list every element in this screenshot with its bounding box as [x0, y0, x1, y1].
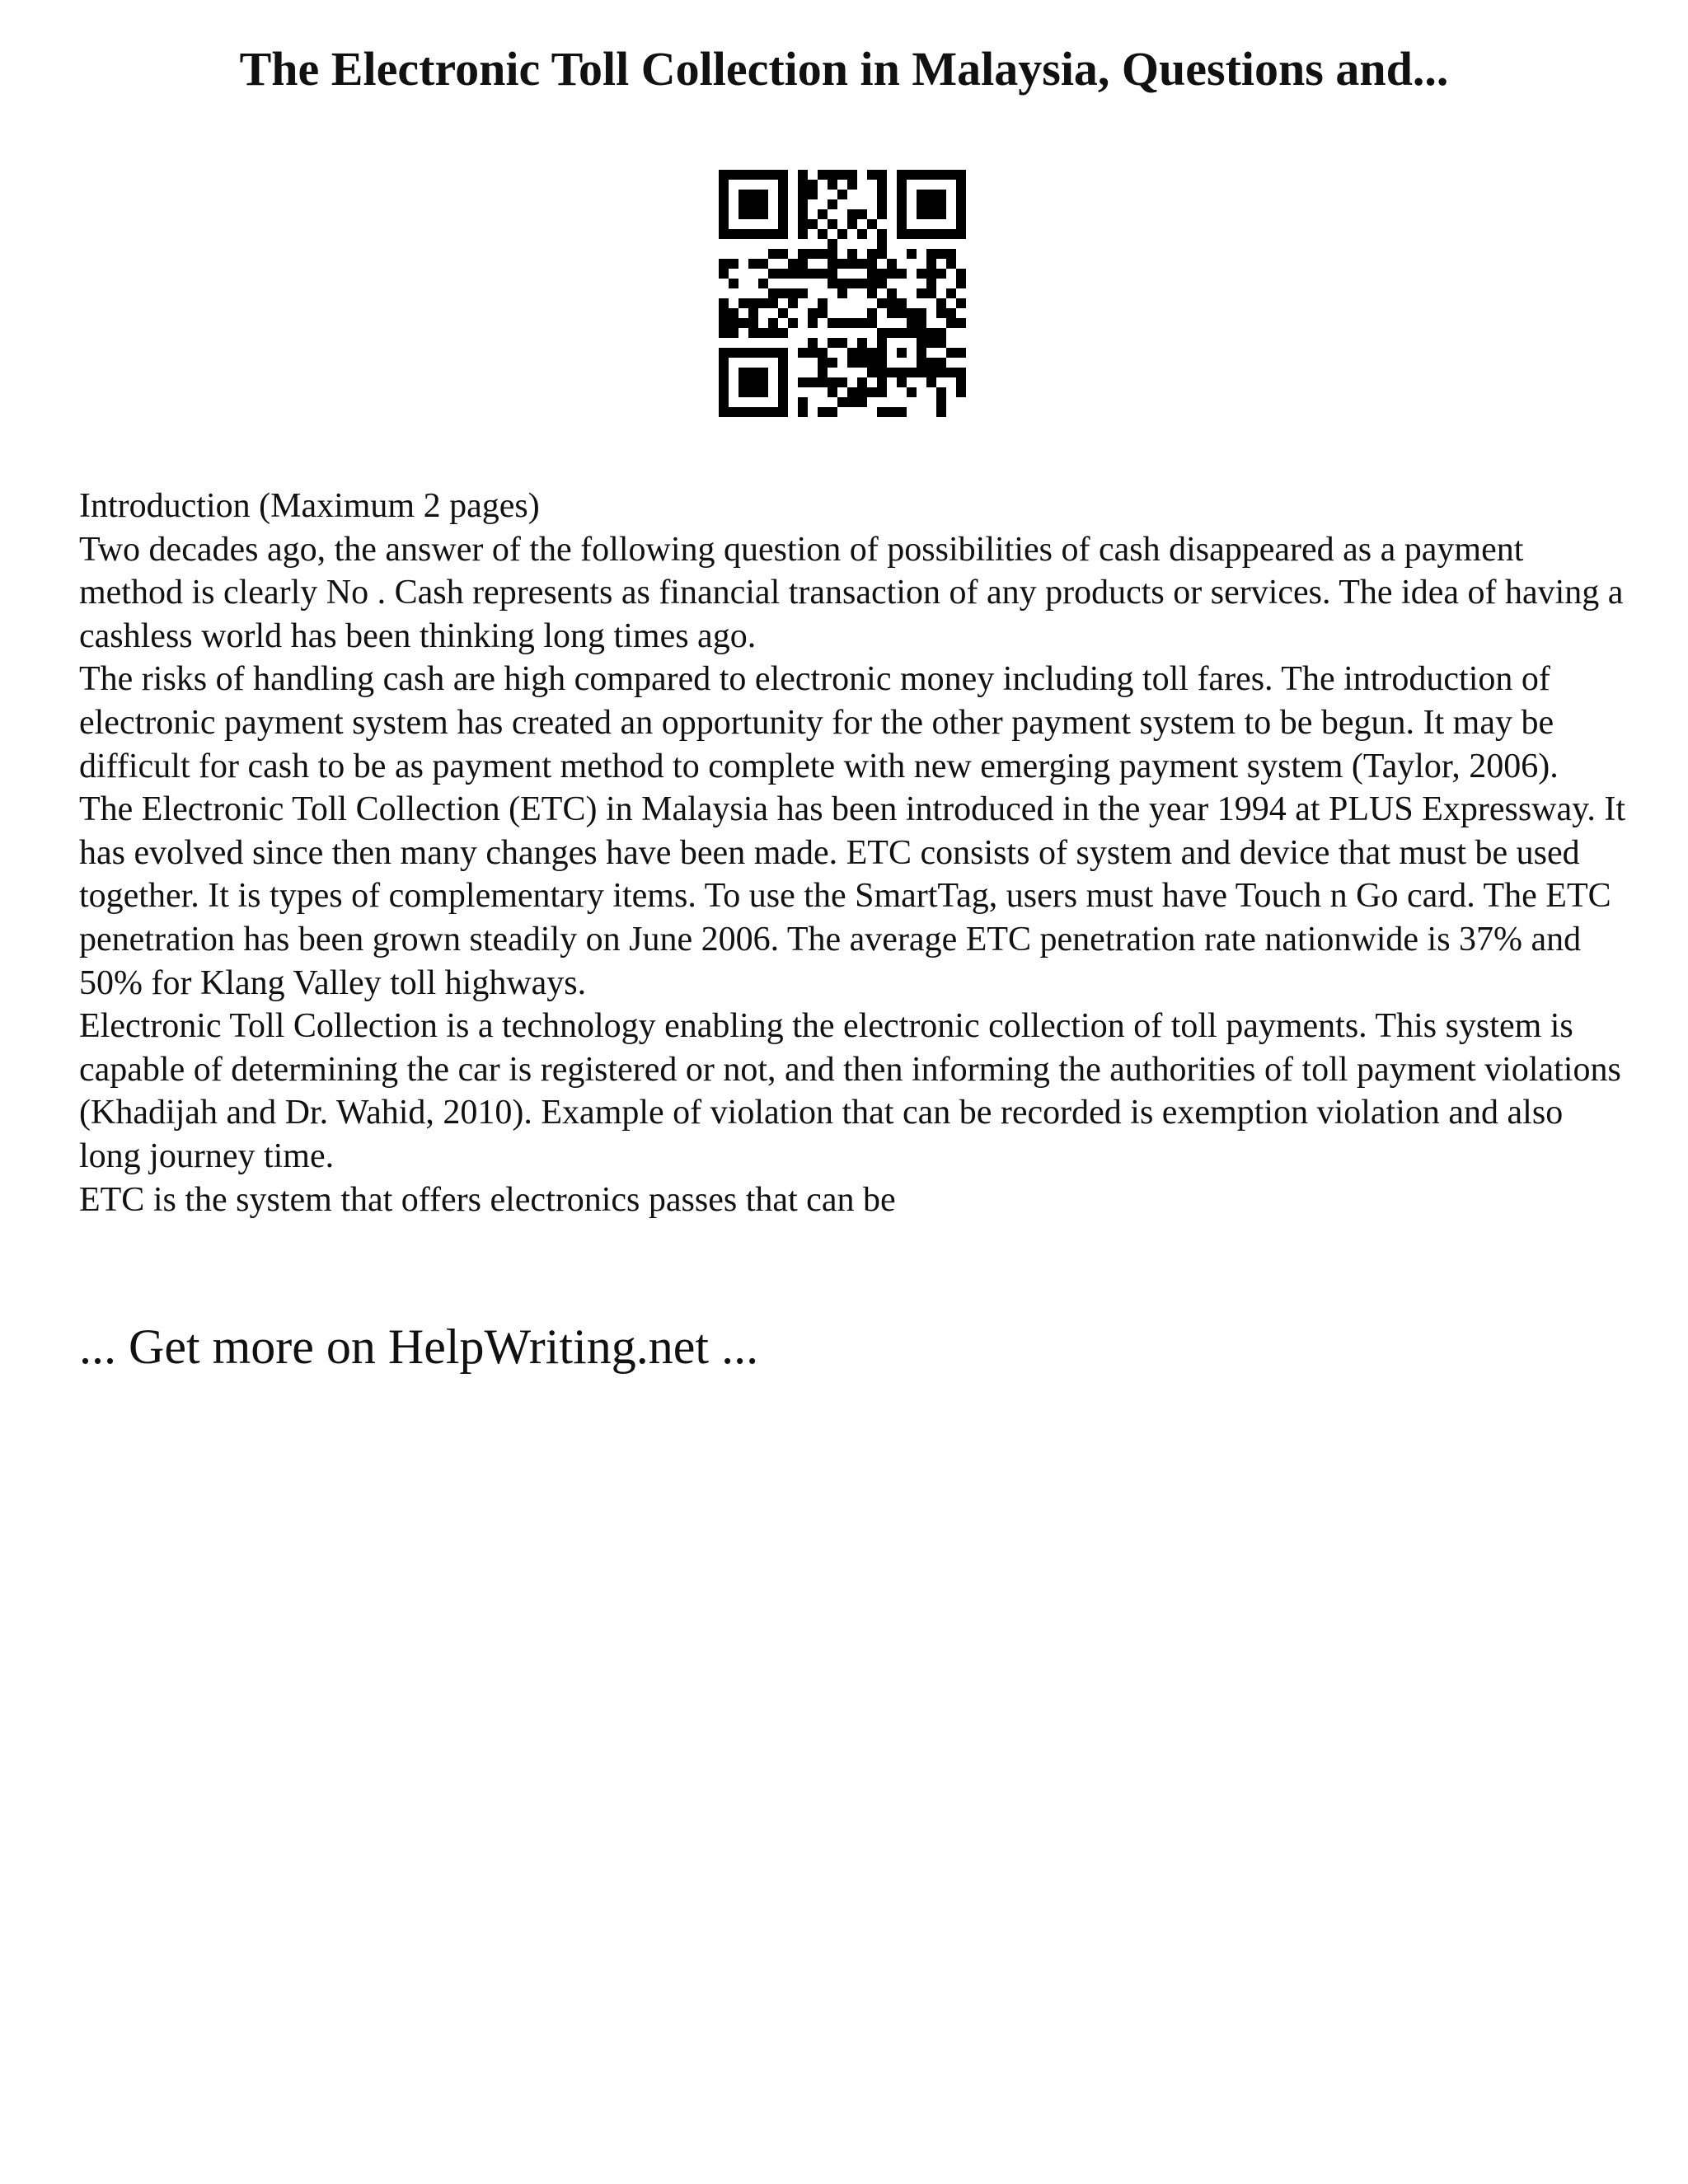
page-title: The Electronic Toll Collection in Malaysia, Questions and... [239, 42, 1449, 96]
paragraph: The risks of handling cash are high compared to electronic money including toll fares. The introduction of electronic payment system has created an opportunity for the other payment system to be begun. It may be difficult for cash to be as payment method to complete with new emerging payment system (Taylor, 2006). [79, 660, 1559, 785]
paragraph-heading: Introduction (Maximum 2 pages) [79, 487, 540, 525]
paragraph: Electronic Toll Collection is a technology enabling the electronic collection of toll payments. This system is capable of determining the car is registered or not, and then informing the authorities of toll payment violations (Khadijah and Dr. Wahid, 2010). Example of violation that can be recorded is exemption violation and also long journey time. [79, 1007, 1621, 1175]
paragraph: Two decades ago, the answer of the following question of possibilities of cash disappeared as a payment method is clearly No . Cash represents as financial transaction of any products or services. The idea of having a cashless world has been thinking long times ago. [79, 530, 1624, 655]
body-text [79, 485, 1629, 1221]
get-more-link[interactable]: ... Get more on HelpWriting.net ... [79, 1319, 759, 1374]
paragraph: The Electronic Toll Collection (ETC) in Malaysia has been introduced in the year 1994 at PLUS Expressway. It has evolved since then many changes have been made. ETC consists of system and device that must be used together. It is types of complementary items. To use the SmartTag, users must have Touch n Go card. The ETC penetration has been grown steadily on June 2006. The average ETC penetration rate nationwide is 37% and 50% for Klang Valley toll highways. [79, 790, 1626, 1002]
paragraph: ETC is the system that offers electronics passes that can be [79, 1180, 896, 1219]
qr-code-icon [719, 170, 966, 417]
